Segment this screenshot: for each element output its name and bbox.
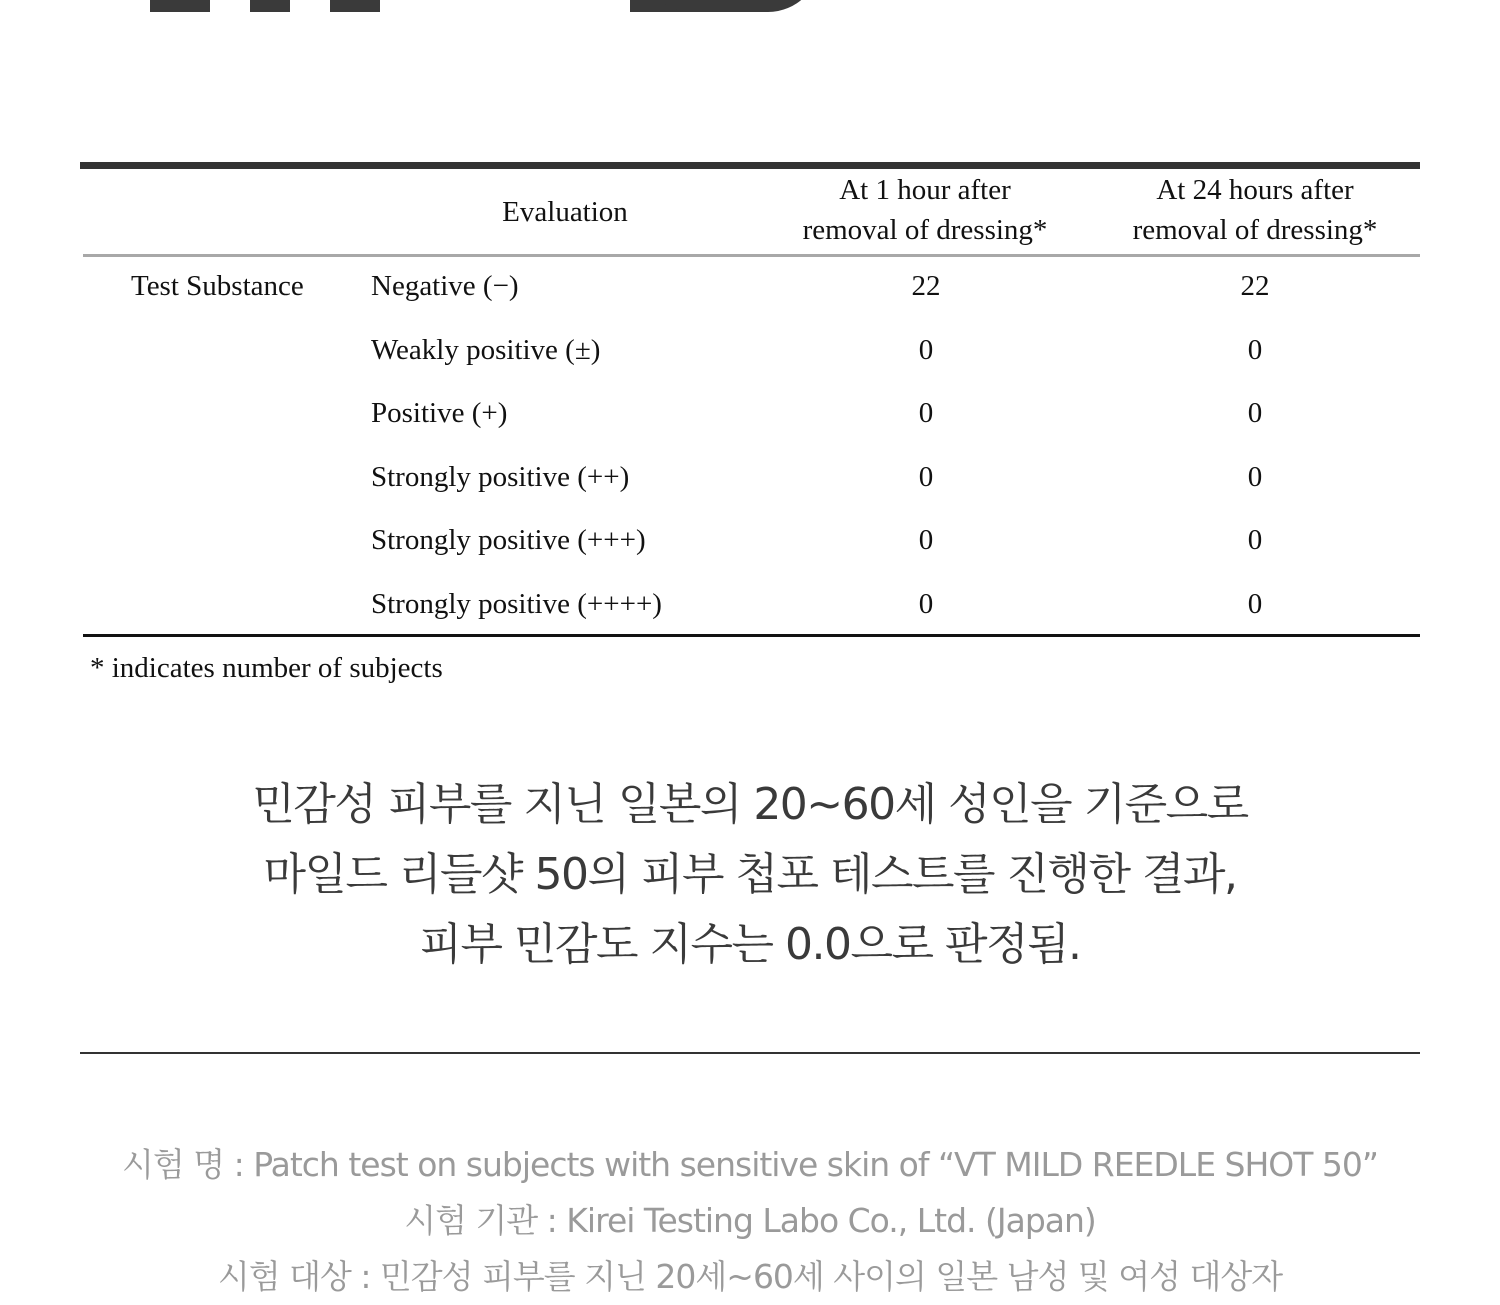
table-footnote: * indicates number of subjects — [90, 652, 443, 684]
header-1-hour: At 1 hour after removal of dressing* — [802, 174, 1048, 246]
test-name: 시험 명 : Patch test on subjects with sensitive skin of “VT MILD REEDLE SHOT 50” — [121, 1145, 1379, 1184]
header-24-hours: At 24 hours after removal of dressing* — [1132, 174, 1378, 246]
summary-line: 민감성 피부를 지닌 일본의 20~60세 성인을 기준으로 — [252, 779, 1248, 830]
test-institution: 시험 기관 : Kirei Testing Labo Co., Ltd. (Japan) — [404, 1201, 1096, 1240]
group-label: Test Substance — [131, 270, 304, 302]
test-subjects: 시험 대상 : 민감성 피부를 지닌 20세~60세 사이의 일본 남성 및 여성 대상자 — [217, 1257, 1283, 1296]
cropped-heading-fragment — [0, 0, 1500, 14]
summary-text — [0, 770, 1500, 980]
table-bottom-rule — [83, 634, 1420, 637]
table-top-rule — [80, 162, 1420, 169]
summary-line: 마일드 리들샷 50의 피부 첩포 테스트를 진행한 결과, — [263, 849, 1237, 900]
summary-line: 피부 민감도 지수는 0.0으로 판정됨. — [419, 919, 1081, 970]
section-divider — [80, 1052, 1420, 1054]
header-divider — [83, 254, 1420, 257]
header-evaluation: Evaluation — [502, 196, 628, 228]
